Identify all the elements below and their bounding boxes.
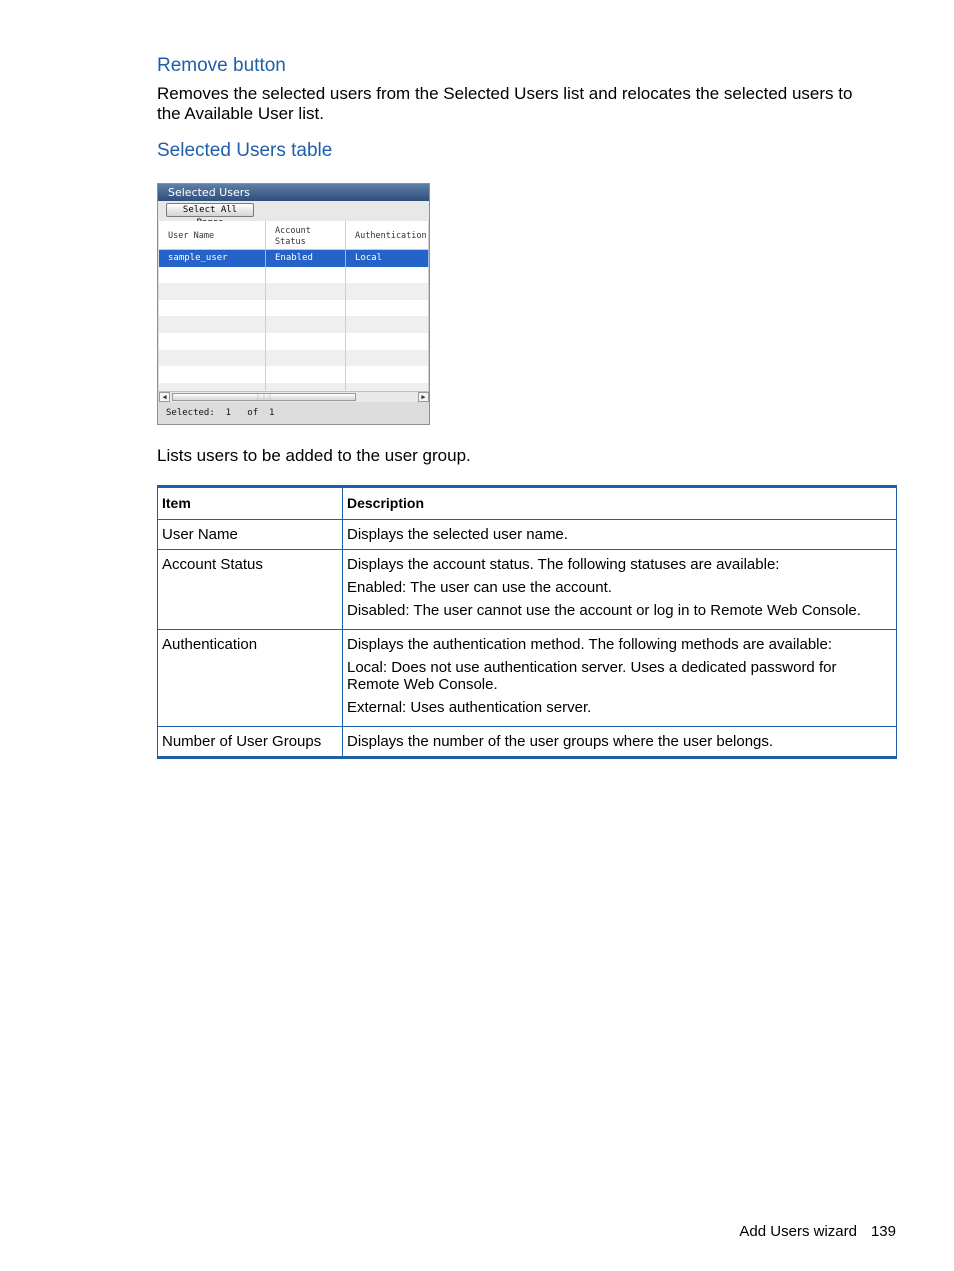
column-header-account-status[interactable]: Account Status xyxy=(266,221,346,249)
grid-header xyxy=(159,221,429,250)
scroll-left-arrow-icon[interactable]: ◀ xyxy=(159,392,170,402)
empty-row xyxy=(159,350,429,367)
scroll-thumb[interactable]: ⋮⋮⋮ xyxy=(172,393,356,401)
empty-row xyxy=(159,300,429,317)
table-row xyxy=(158,727,897,758)
selected-users-grid xyxy=(159,221,429,391)
row-item: Authentication xyxy=(158,630,343,727)
row-description: Displays the authentication method. The following methods are available: Local: Does not use authentication server. Uses a dedicated password for Remote Web Console. External: Uses authentication server. xyxy=(343,630,897,727)
column-header-user-name[interactable]: User Name xyxy=(159,221,266,249)
empty-row xyxy=(159,333,429,350)
widget-toolbar xyxy=(158,201,429,221)
row-item: Number of User Groups xyxy=(158,727,343,758)
remove-button-description: Removes the selected users from the Selected Users list and relocates the selected users to the Available User list. xyxy=(157,84,853,123)
cell-authentication: Local xyxy=(346,250,429,267)
table-row xyxy=(158,550,897,630)
empty-row xyxy=(159,366,429,383)
scroll-right-arrow-icon[interactable]: ▶ xyxy=(418,392,429,402)
footer-section: Add Users wizard xyxy=(739,1223,857,1240)
cell-user-name: sample_user xyxy=(159,250,266,267)
empty-row xyxy=(159,316,429,333)
selected-users-widget xyxy=(157,183,430,425)
row-description: Displays the selected user name. xyxy=(343,520,897,550)
header-item: Item xyxy=(158,487,343,520)
table-row xyxy=(158,630,897,727)
description-table xyxy=(157,485,897,759)
row-item: Account Status xyxy=(158,550,343,630)
horizontal-scrollbar[interactable] xyxy=(159,391,429,402)
lists-description: Lists users to be added to the user group. xyxy=(157,446,471,465)
empty-row xyxy=(159,283,429,300)
page-number: 139 xyxy=(870,1223,896,1240)
selected-users-table-heading: Selected Users table xyxy=(157,140,333,161)
cell-account-status: Enabled xyxy=(266,250,346,267)
table-header-row xyxy=(158,487,897,520)
header-description: Description xyxy=(343,487,897,520)
page-footer xyxy=(739,1223,896,1240)
row-description: Displays the account status. The following statuses are available: Enabled: The user can use the account. Disabled: The user cannot use the account or log in to Remote Web Console. xyxy=(343,550,897,630)
table-row[interactable] xyxy=(159,250,429,267)
row-description: Displays the number of the user groups where the user belongs. xyxy=(343,727,897,758)
empty-row xyxy=(159,383,429,391)
select-all-pages-button[interactable]: Select All xyxy=(166,203,254,217)
remove-button-heading: Remove button xyxy=(157,55,286,76)
table-row xyxy=(158,520,897,550)
column-header-authentication[interactable]: Authentication xyxy=(346,221,429,249)
empty-row xyxy=(159,267,429,284)
widget-title: Selected Users xyxy=(158,184,429,201)
selected-count: Selected: 1 of 1 xyxy=(166,408,275,418)
row-item: User Name xyxy=(158,520,343,550)
